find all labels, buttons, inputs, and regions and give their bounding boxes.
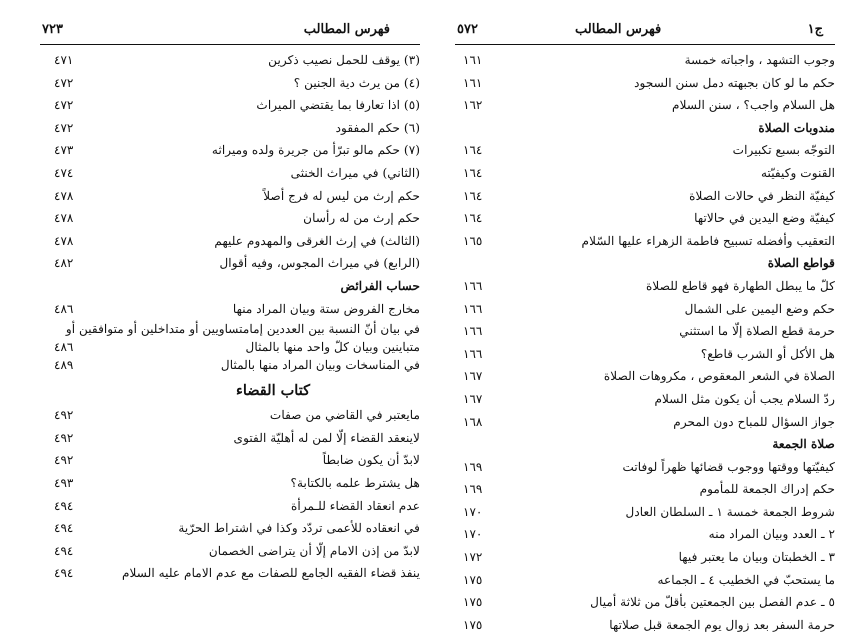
entry-text: هل الأكل أو الشرب قاطع؟ xyxy=(700,346,835,361)
section-heading xyxy=(40,374,420,404)
toc-entry xyxy=(40,404,420,427)
entry-text: مندوبات الصلاة xyxy=(758,120,835,135)
entry-text: حكم إرث من له رأسان xyxy=(303,211,420,226)
entry-text: وجوب التشهد ، واجباته خمسة xyxy=(684,53,835,67)
entry-page-number: ٤٧١ xyxy=(54,53,74,67)
entry-text: مخارج الفروض ستة وبيان المراد منها xyxy=(232,301,420,316)
toc-entry xyxy=(455,72,835,95)
entry-page-number: ١٦٢ xyxy=(463,98,483,113)
entry-text: هل السلام واجب؟ ، سنن السلام xyxy=(672,98,835,113)
toc-entry xyxy=(40,320,420,338)
toc-entry xyxy=(455,523,835,546)
toc-entry xyxy=(455,343,835,366)
entry-text: (٥) اذا تعارفا بما يقتضي الميراث xyxy=(256,98,420,113)
toc-entry xyxy=(455,49,835,72)
entry-text: (الرابع) في ميراث المجوس، وفيه أقوال xyxy=(219,256,420,271)
toc-entry xyxy=(455,320,835,343)
toc-entry xyxy=(40,517,420,540)
toc-entry xyxy=(40,185,420,208)
toc-entry xyxy=(455,298,835,321)
entry-page-number: ١٦٧ xyxy=(463,369,483,384)
toc-entry xyxy=(455,478,835,501)
entry-text: حكم ما لو كان بجبهته دمل سنن السجود xyxy=(634,75,835,90)
entry-page-number: ٤٩٤ xyxy=(54,498,74,513)
entry-text: ٢ ـ العدد وبيان المراد منه xyxy=(708,527,835,542)
toc-entry xyxy=(40,252,420,275)
right-page xyxy=(455,20,835,632)
toc-entry xyxy=(40,472,420,495)
entry-page-number: ٤٩٣ xyxy=(54,475,74,490)
entry-text: في بيان أنّ النسبة بين العددين إمامتساويين أو متداخلين أو متوافقين أو xyxy=(65,322,420,337)
toc-entry xyxy=(455,388,835,411)
page-number: ٥٧٢ xyxy=(457,22,478,37)
toc-entry xyxy=(40,162,420,185)
toc-entry xyxy=(455,162,835,185)
right-page-header xyxy=(455,20,835,45)
toc-entry xyxy=(455,139,835,162)
entry-text: شروط الجمعة خمسة ١ ـ السلطان العادل xyxy=(625,504,835,519)
toc-entry xyxy=(455,614,835,637)
toc-entry xyxy=(40,117,420,140)
entry-text: (الثاني) في ميراث الخنثى xyxy=(290,165,420,180)
entry-text: القنوت وكيفيّته xyxy=(760,165,835,180)
entry-text: (٤) من يرث دية الجنين ؟ xyxy=(293,75,420,90)
entry-page-number: ٤٩٤ xyxy=(54,521,74,536)
entry-page-number: ١٧٢ xyxy=(463,550,483,565)
entry-page-number: ٤٩٢ xyxy=(54,430,74,445)
entry-page-number: ٤٧٣ xyxy=(54,143,74,158)
entry-page-number: ١٦٨ xyxy=(463,414,483,429)
entry-text: حساب الفرائض xyxy=(340,278,420,293)
entry-text: حرمة قطع الصلاة إلّا ما استثني xyxy=(679,324,835,339)
entry-text: في المناسخات وبيان المراد منها بالمثال xyxy=(220,358,420,373)
entry-text: حكم إدراك الجمعة للمأموم xyxy=(699,482,835,497)
entry-text: لابدّ أن يكون ضابطاً xyxy=(322,453,420,468)
toc-entry xyxy=(455,591,835,614)
entry-page-number: ١٦٩ xyxy=(463,459,483,474)
toc-entry xyxy=(40,94,420,117)
entry-page-number: ١٧٥ xyxy=(463,572,483,587)
entry-page-number: ١٦٦ xyxy=(463,346,483,361)
toc-entry xyxy=(455,275,835,298)
toc-entry xyxy=(455,411,835,434)
toc-entry xyxy=(40,562,420,585)
entry-text: (٣) يوقف للحمل نصيب ذكرين xyxy=(268,53,420,67)
entry-text: هل يشترط علمه بالكتابة؟ xyxy=(290,475,420,490)
toc-entry xyxy=(40,298,420,321)
toc-entry xyxy=(40,72,420,95)
entry-text: لاينعقد القضاء إلّا لمن له أهليّة الفتوى xyxy=(233,430,420,445)
toc-entry xyxy=(455,207,835,230)
volume-label: ج١ xyxy=(807,22,823,37)
entry-page-number: ١٦٥ xyxy=(463,233,483,248)
entry-text: كلّ ما يبطل الطهارة فهو قاطع للصلاة xyxy=(646,278,835,293)
entry-page-number: ١٦٧ xyxy=(463,391,483,406)
entry-text: ما يستحبّ في الخطيب ٤ ـ الجماعه xyxy=(657,572,835,587)
toc-entry xyxy=(40,139,420,162)
toc-entry xyxy=(455,501,835,524)
section-heading xyxy=(455,433,835,456)
entry-text: متباينين وبيان كلّ واحد منها بالمثال xyxy=(245,340,420,355)
entry-text: (٦) حكم المفقود xyxy=(335,120,420,135)
entry-text: ينفذ قضاء الفقيه الجامع للصفات مع عدم الامام عليه السلام xyxy=(121,566,420,581)
running-title: فهرس المطالب xyxy=(575,22,662,37)
toc-entry xyxy=(40,449,420,472)
toc-entries xyxy=(455,49,835,636)
entry-page-number: ١٧٥ xyxy=(463,595,483,610)
entry-text: حكم وضع اليمين على الشمال xyxy=(684,301,835,316)
entry-page-number: ١٧٥ xyxy=(463,617,483,632)
entry-page-number: ٤٨٦ xyxy=(54,340,74,355)
entry-page-number: ٤٨٢ xyxy=(54,256,74,271)
entry-page-number: ٤٧٢ xyxy=(54,120,74,135)
toc-entries xyxy=(40,49,420,585)
entry-page-number: ١٦٤ xyxy=(463,188,483,203)
entry-text: جواز السؤال للمباح دون المحرم xyxy=(673,414,835,429)
entry-page-number: ٤٩٤ xyxy=(54,566,74,581)
entry-text: صلاة الجمعة xyxy=(772,437,835,452)
entry-page-number: ١٧٠ xyxy=(463,527,483,542)
entry-page-number: ٤٩٢ xyxy=(54,408,74,423)
entry-text: التوجّه بسبع تكبيرات xyxy=(732,143,835,158)
entry-text: مايعتبر في القاضي من صفات xyxy=(269,408,420,423)
entry-text: ٣ ـ الخطبتان وبيان ما يعتبر فيها xyxy=(678,550,835,565)
toc-entry xyxy=(40,49,420,72)
toc-entry xyxy=(455,546,835,569)
toc-entry xyxy=(455,230,835,253)
entry-page-number: ٤٧٨ xyxy=(54,233,74,248)
entry-text: (الثالث) في إرث الغرقى والمهدوم عليهم xyxy=(214,233,420,248)
entry-page-number: ١٦٦ xyxy=(463,278,483,293)
toc-entry xyxy=(40,495,420,518)
toc-entry xyxy=(40,540,420,563)
entry-text: قواطع الصلاة xyxy=(767,256,835,271)
entry-page-number: ١٦٦ xyxy=(463,324,483,339)
left-page xyxy=(40,20,420,620)
running-title: فهرس المطالب xyxy=(303,22,390,37)
entry-page-number: ١٦٩ xyxy=(463,482,483,497)
entry-text: عدم انعقاد القضاء للـمرأة xyxy=(291,498,420,513)
section-heading xyxy=(40,275,420,298)
entry-text: كيفيّة وضع اليدين في حالاتها xyxy=(694,211,835,226)
toc-entry xyxy=(40,427,420,450)
toc-entry xyxy=(455,456,835,479)
page-number: ٧٢٣ xyxy=(42,22,63,37)
entry-text: كتاب القضاء xyxy=(236,382,310,400)
section-heading xyxy=(455,252,835,275)
section-heading xyxy=(455,117,835,140)
toc-entry xyxy=(455,185,835,208)
entry-text: التعقيب وأفضله تسبيح فاطمة الزهراء عليها السّلام xyxy=(581,233,835,248)
entry-text: حرمة السفر بعد زوال يوم الجمعة قبل صلاتها xyxy=(609,617,835,632)
toc-entry xyxy=(455,365,835,388)
entry-page-number: ١٦٤ xyxy=(463,211,483,226)
toc-entry xyxy=(40,356,420,374)
entry-page-number: ١٦٤ xyxy=(463,143,483,158)
left-page-header xyxy=(40,20,420,45)
entry-text: ردّ السلام يجب أن يكون مثل السلام xyxy=(654,391,835,406)
entry-text: في انعقاده للأعمى تردّد وكذا في اشتراط الحرّية xyxy=(178,521,420,536)
entry-page-number: ١٦١ xyxy=(463,75,483,90)
entry-text: كيفيّة النظر في حالات الصلاة xyxy=(689,188,835,203)
entry-page-number: ٤٧٨ xyxy=(54,188,74,203)
entry-text: (٧) حكم مالو تبرّأ من جريرة ولده وميراثه xyxy=(211,143,420,158)
entry-page-number: ٤٧٨ xyxy=(54,211,74,226)
toc-entry xyxy=(40,338,420,356)
entry-page-number: ٤٩٢ xyxy=(54,453,74,468)
toc-entry xyxy=(40,207,420,230)
toc-entry xyxy=(455,94,835,117)
entry-text: حكم إرث من ليس له فرج أصلاً xyxy=(263,188,420,203)
entry-text: كيفيّتها ووقتها ووجوب قضائها ظهراً لوفاتت xyxy=(622,459,835,474)
entry-page-number: ٤٨٦ xyxy=(54,301,74,316)
entry-page-number: ٤٧٢ xyxy=(54,98,74,113)
entry-page-number: ٤٧٤ xyxy=(54,165,74,180)
entry-page-number: ١٦٦ xyxy=(463,301,483,316)
entry-text: الصلاة في الشعر المعقوص ، مكروهات الصلاة xyxy=(603,369,835,384)
entry-text: ٥ ـ عدم الفصل بين الجمعتين بأقلّ من ثلاثة أميال xyxy=(590,595,835,610)
toc-entry xyxy=(455,569,835,592)
entry-page-number: ١٧٠ xyxy=(463,504,483,519)
entry-page-number: ١٦١ xyxy=(463,53,483,67)
entry-page-number: ٤٧٢ xyxy=(54,75,74,90)
entry-text: لابدّ من إذن الامام إلّا أن يتراضى الخصمان xyxy=(208,543,420,558)
entry-page-number: ١٦٤ xyxy=(463,165,483,180)
toc-entry xyxy=(40,230,420,253)
entry-page-number: ٤٨٩ xyxy=(54,358,74,373)
entry-page-number: ٤٩٤ xyxy=(54,543,74,558)
